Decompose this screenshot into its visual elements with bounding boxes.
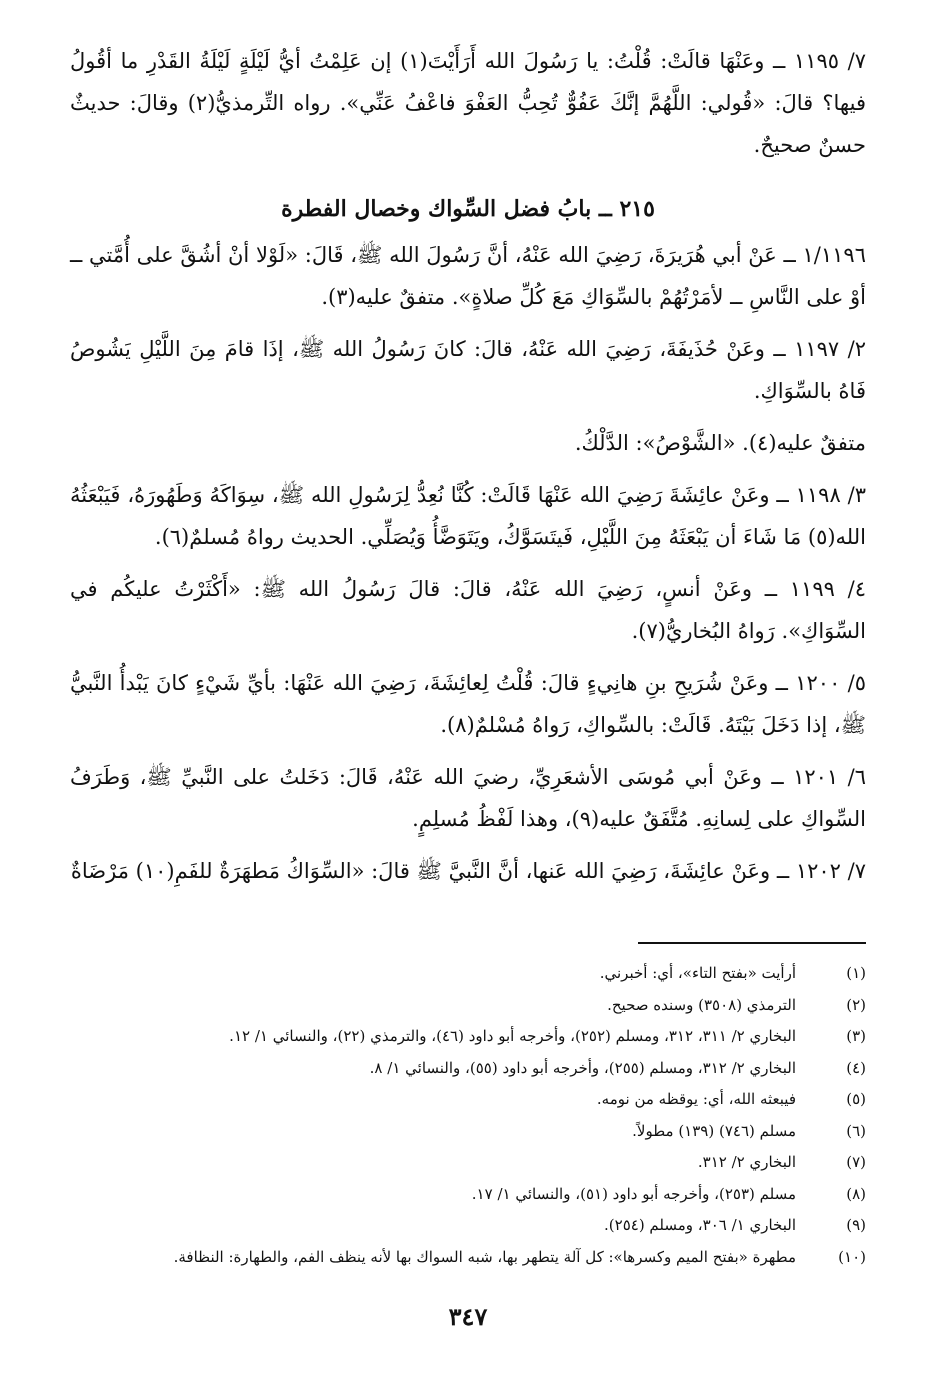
footnote-item [70,1021,866,1053]
footnote-number: (٥) [846,1090,866,1108]
footnote-number: (١) [846,964,866,982]
footnote-number: (٨) [846,1184,866,1203]
footnote-text: الترمذي (٣٥٠٨) وسنده صحيح. [607,995,796,1014]
hadith-1201: ٦/ ١٢٠١ ــ وعَنْ أبي مُوسَى الأشعَرِيِّ، رضيَ الله عَنْهُ، قَالَ: دَخَلتُ على النَّبيِّ ﷺ، وَطَرَفُ السِّواكِ على لِسانِهِ. مُتَّفَقٌ عليه(٩)، وهذا لَفْظُ مُسلِمٍ. [70,765,866,831]
footnote-text: البخاري ١/ ٣٠٦، ومسلم (٢٥٤). [604,1216,796,1234]
footnote-text: البخاري ٢/ ٣١١، ٣١٢، ومسلم (٢٥٢)، وأخرجه أبو داود (٤٦)، والترمذي (٢٢)، والنسائي ١/ ١٢. [229,1027,796,1045]
footnote-item [70,1116,866,1148]
footnote-number: (٣) [846,1027,866,1045]
footnote-number: (٤) [846,1058,866,1077]
footnote-number: (٧) [846,1153,866,1171]
hadith-1202: ٧/ ١٢٠٢ ــ وعَنْ عائِشَةَ، رَضِيَ الله عَنها، أنَّ النَّبيَّ ﷺ قالَ: «السِّوَاكُ مَطهَرَةٌ للفَمِ(١٠) مَرْضَاةٌ [70,859,866,883]
footnote-item [70,1210,866,1242]
footnote-number: (٦) [846,1121,866,1140]
hadith-1199: ٤/ ١١٩٩ ــ وعَنْ أنسٍ، رَضِيَ الله عَنْهُ، قالَ: قالَ رَسُولُ الله ﷺ: «أَكْثَرْتُ عليكُم في السِّوَاكِ». رَواهُ البُخاريُّ(٧). [70,577,866,643]
footnote-number: (٢) [846,995,866,1014]
footnote-number: (١٠) [838,1247,866,1266]
footnote-text: أرأيت «بفتح التاء»، أي: أخبرني. [599,964,796,982]
footnote-text: فيبعثه الله، أي: يوقظه من نومه. [596,1090,796,1108]
footnote-item [70,990,866,1022]
footnotes [70,958,866,1273]
hadith-1198: ٣/ ١١٩٨ ــ وعَنْ عائِشَةَ رَضِيَ الله عَنْهَا قَالَتْ: كُنَّا نُعِدُّ لِرَسُولِ الله ﷺ، سِوَاكَهُ وَطَهُورَهُ، فَيَبْعَثُهُ الله(٥) مَا شَاءَ أن يَبْعَثَهُ مِنَ اللَّيْلِ، فَيتَسَوَّكُ، ويَتَوَضَّأُ وَيُصَلِّي. الحديث رواهُ مُسلمٌ(٦). [70,483,866,549]
hadith-1197-note: متفقٌ عليه(٤). «الشَّوْصُ»: الدَّلْكُ. [574,431,866,455]
footnote-number: (٩) [846,1216,866,1234]
footnote-text: البخاري ٢/ ٣١٢. [697,1153,796,1171]
footnote-text: مطهرة «بفتح الميم وكسرها»: كل آلة يتطهر بها، شبه السواك بها لأنه ينظف الفم، والطهارة: النظافة. [173,1247,796,1266]
footnote-text: مسلم (٧٤٦) (١٣٩) مطولاً. [632,1121,796,1140]
footnote-item [70,1084,866,1116]
footnote-text: البخاري ٢/ ٣١٢، ومسلم (٢٥٥)، وأخرجه أبو داود (٥٥)، والنسائي ١/ ٨. [369,1058,796,1077]
footnote-item [70,1242,866,1274]
chapter-heading: ٢١٥ ــ بابُ فضل السِّواك وخصال الفطرة [281,196,655,222]
hadith-1196: ١/١١٩٦ ــ عَنْ أبي هُرَيرَةَ، رَضِيَ الله عَنْهُ، أنَّ رَسُولَ الله ﷺ، قَالَ: «لَوْلا أنْ أشُقَّ على أُمَّتي ــ أوْ على النَّاسِ ــ لأمَرْتُهُمْ بالسِّوَاكِ مَعَ كُلِّ صلاةٍ». متفقٌ عليه(٣). [70,243,866,309]
hadith-1195: ٧/ ١١٩٥ ــ وعَنْهَا قالَتْ: قُلْتُ: يا رَسُولَ الله أَرَأَيْتَ(١) إن عَلِمْتُ أيُّ لَيْلَةٍ لَيْلَةُ القَدْرِ ما أقُولُ فيها؟ قالَ: «قُولي: اللَّهُمَّ إنَّكَ عَفُوٌّ تُحِبُّ العَفْوَ فاعْفُ عَنِّي». رواه التِّرمذيُّ(٢) وقالَ: حديثٌ حسنٌ صحيحٌ. [70,49,866,157]
footnote-item [70,1147,866,1179]
footnote-item [70,1053,866,1085]
footnote-item [70,958,866,990]
page-number: ٣٤٧ [448,1302,488,1331]
hadith-1197: ٢/ ١١٩٧ ــ وعَنْ حُذَيفَةَ، رَضِيَ الله عَنْهُ، قالَ: كانَ رَسُولُ الله ﷺ، إذَا قامَ مِنَ اللَّيْلِ يَشُوصُ فَاهُ بالسِّوَاكِ. [70,337,866,403]
footnote-text: مسلم (٢٥٣)، وأخرجه أبو داود (٥١)، والنسائي ١/ ١٧. [471,1184,796,1203]
footnote-item [70,1179,866,1211]
hadith-1200: ٥/ ١٢٠٠ ــ وعَنْ شُرَيحِ بنِ هانِيءٍ قالَ: قُلْتُ لِعائِشَةَ، رَضِيَ الله عَنْهَا: بأيِّ شَيْءٍ كانَ يَبْدأُ النَّبيُّ ﷺ، إذا دَخَلَ بَيْتَهُ. قَالَتْ: بالسِّواكِ، رَواهُ مُسْلمٌ(٨). [70,671,866,737]
footnote-divider [638,942,866,944]
